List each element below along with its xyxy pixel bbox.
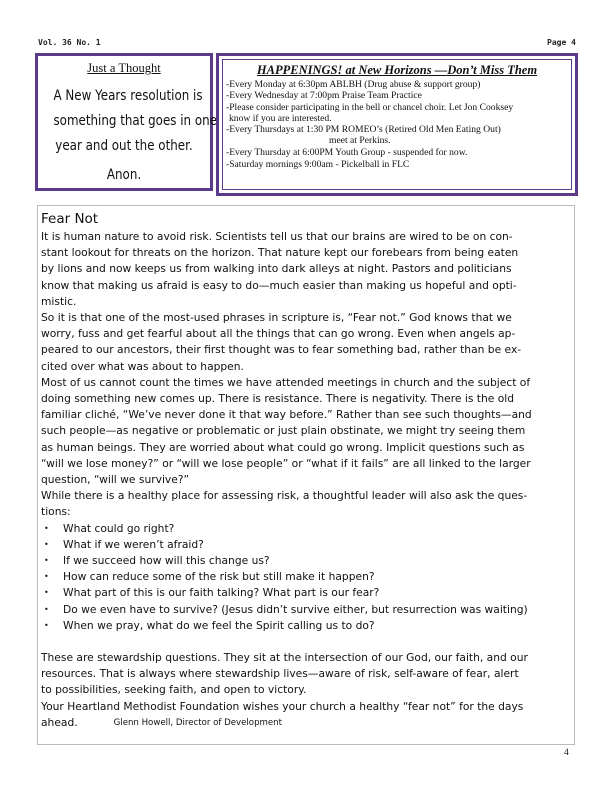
article-line: know that making us afraid is easy to do—much easier than making us hopeful and opti- <box>41 278 517 292</box>
quote-line: something that goes in one <box>53 113 217 129</box>
article-line: Most of us cannot count the times we have attended meetings in church and the subject of <box>41 375 531 389</box>
page-label: Page 4 <box>547 38 576 47</box>
event-item: know if you are interested. <box>229 112 332 124</box>
event-item: -Every Wednesday at 7:00pm Praise Team Practice <box>226 90 422 102</box>
happenings-box <box>216 53 578 196</box>
quote-line: A New Years resolution is <box>53 88 203 104</box>
article-title: Fear Not <box>41 211 99 227</box>
article-line: such people—as negative or problematic or just plain obstinate, we might try seeing them <box>41 424 526 438</box>
article-line: These are stewardship questions. They sit at the intersection of our God, our faith, and our <box>41 651 528 665</box>
event-item: meet at Perkins. <box>329 135 391 147</box>
article-line: stant lookout for threats on the horizon. That nature kept our forebears from being eaten <box>41 246 519 260</box>
list-item: • What could go right? <box>41 521 571 537</box>
article-line: to possibilities, seeking faith, and open to victory. <box>41 683 307 697</box>
thought-title: Just a Thought <box>87 61 161 75</box>
list-item: • Do we even have to survive? (Jesus didn’t survive either, but resurrection was waiting) <box>41 602 571 618</box>
list-item: • If we succeed how will this change us? <box>41 553 571 569</box>
article-line: mistic. <box>41 294 77 308</box>
article-line: tions: <box>41 505 71 519</box>
happenings-title: HAPPENINGS! at New Horizons —Don’t Miss Them <box>256 63 538 77</box>
paragraph-gap <box>41 634 571 650</box>
list-item: • What part of this is our faith talking? What part is our fear? <box>41 585 571 601</box>
article-line: While there is a healthy place for assessing risk, a thoughtful leader will also ask the ques- <box>41 489 528 503</box>
quote-line: year and out the other. <box>55 138 193 154</box>
thought-quote <box>53 84 217 159</box>
article-line: “will we lose money?” or “will we lose people” or “what if it fails” are all linked to the larger <box>41 456 531 470</box>
signature: Glenn Howell, Director of Development <box>113 717 282 728</box>
event-item: -Every Thursday at 6:00PM Youth Group - suspended for now. <box>226 146 468 158</box>
list-item: • What if we weren’t afraid? <box>41 537 571 553</box>
article-line: It is human nature to avoid risk. Scientists tell us that our brains are wired to be on con- <box>41 230 513 243</box>
event-item: -Every Thursdays at 1:30 PM ROMEO’s (Retired Old Men Eating Out) <box>226 124 501 136</box>
list-item: • When we pray, what do we feel the Spirit calling us to do? <box>41 618 571 634</box>
article-line: as human beings. They are worried about what could go wrong. Implicit questions such as <box>41 440 525 454</box>
event-item: -Saturday mornings 9:00am - Pickelball in FLC <box>226 159 410 171</box>
fear-not-article <box>37 205 575 745</box>
article-line: worry, fuss and get fearful about all the things that can go wrong. Even when angels ap- <box>41 327 516 341</box>
article-line: peared to our ancestors, their first thought was to fear something bad, rather than be ex- <box>41 343 522 357</box>
article-line: by lions and now keeps us from walking into dark alleys at night. Pastors and politicians <box>41 262 512 276</box>
list-item: • How can reduce some of the risk but still make it happen? <box>41 569 571 585</box>
article-line: question, “will we survive?” <box>41 473 190 487</box>
event-item: -Please consider participating in the bell or chancel choir. Let Jon Cooksey <box>226 101 514 113</box>
question-list <box>41 521 571 634</box>
article-last-line <box>41 715 571 732</box>
thought-author: Anon. <box>106 167 142 183</box>
volume-label: Vol. 36 No. 1 <box>38 38 101 47</box>
just-a-thought-box <box>35 53 217 191</box>
article-line: So it is that one of the most-used phrases in scripture is, “Fear not.” God knows that we <box>41 311 512 325</box>
last-line-text: ahead. <box>41 715 78 729</box>
article-line: cited over what was about to happen. <box>41 359 244 373</box>
article-line: familiar cliché, “We’ve never done it that way before.” Rather than see such thoughts—and <box>41 408 532 422</box>
article-line: doing something new comes up. There is resistance. There is negativity. There is the old <box>41 392 515 406</box>
event-item: -Every Monday at 6:30pm ABLBH (Drug abuse & support group) <box>226 79 481 90</box>
page-number: 4 <box>564 748 569 758</box>
article-line: resources. That is always where stewardship lives—aware of risk, self-aware of fear, alert <box>41 667 519 681</box>
happenings-inner <box>222 59 572 190</box>
article-line: Your Heartland Methodist Foundation wishes your church a healthy “fear not” for the days <box>41 699 524 713</box>
